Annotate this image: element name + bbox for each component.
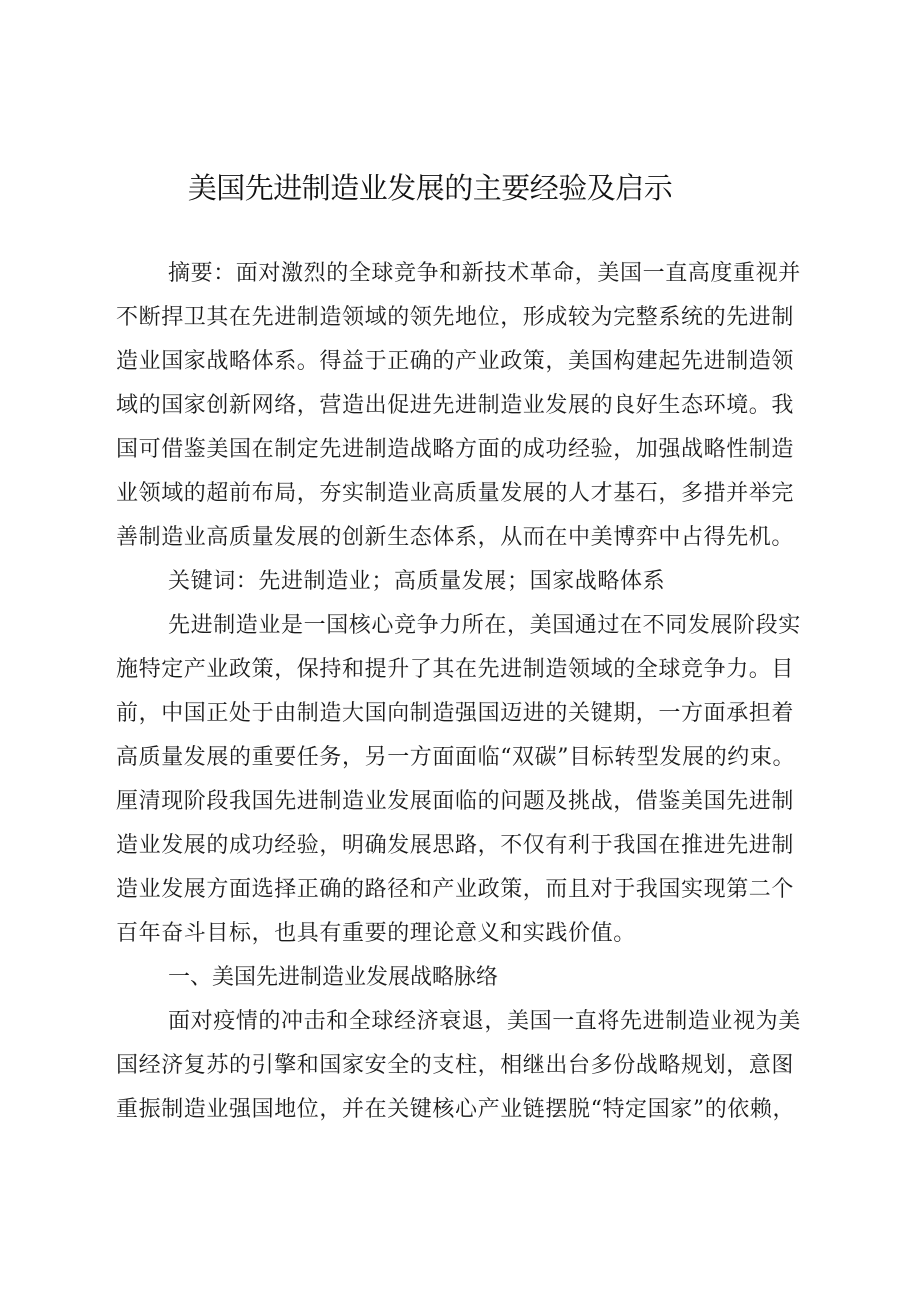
intro-line: 百年奋斗目标，也具有重要的理论意义和实践价值。: [116, 921, 636, 946]
abstract-line: 摘要：面对激烈的全球竞争和新技术革命，美国一直高度重视并: [168, 261, 801, 286]
section-line: 面对疫情的冲击和全球经济衰退，美国一直将先进制造业视为美: [168, 1009, 801, 1034]
section-paragraph: [116, 1000, 818, 1132]
document-title: 美国先进制造业发展的主要经验及启示: [187, 171, 673, 205]
abstract-line: 善制造业高质量发展的创新生态体系，从而在中美博弈中占得先机。: [116, 525, 795, 550]
section-line: 国经济复苏的引擎和国家安全的支柱，相继出台多份战略规划，意图: [116, 1053, 795, 1078]
section-heading: 一、美国先进制造业发展战略脉络: [168, 965, 499, 990]
intro-line: 高质量发展的重要任务，另一方面面临“双碳”目标转型发展的约束。: [116, 745, 796, 770]
intro-line: 先进制造业是一国核心竞争力所在，美国通过在不同发展阶段实: [168, 613, 801, 638]
intro-line: 造业发展的成功经验，明确发展思路，不仅有利于我国在推进先进制: [116, 833, 795, 858]
intro-line: 前，中国正处于由制造大国向制造强国迈进的关键期，一方面承担着: [116, 701, 795, 726]
abstract-line: 造业国家战略体系。得益于正确的产业政策，美国构建起先进制造领: [116, 349, 795, 374]
intro-paragraph: [116, 604, 818, 956]
abstract-paragraph: [116, 252, 818, 560]
abstract-line: 不断捍卫其在先进制造领域的领先地位，形成较为完整系统的先进制: [116, 305, 795, 330]
section-line: 重振制造业强国地位，并在关键核心产业链摆脱“特定国家”的依赖，: [116, 1097, 796, 1122]
keywords-line: 关键词：先进制造业；高质量发展；国家战略体系: [168, 569, 666, 594]
intro-line: 厘清现阶段我国先进制造业发展面临的问题及挑战，借鉴美国先进制: [116, 789, 795, 814]
abstract-line: 国可借鉴美国在制定先进制造战略方面的成功经验，加强战略性制造: [116, 437, 795, 462]
abstract-line: 业领域的超前布局，夯实制造业高质量发展的人才基石，多措并举完: [116, 481, 795, 506]
intro-line: 施特定产业政策，保持和提升了其在先进制造领域的全球竞争力。目: [116, 657, 795, 682]
intro-line: 造业发展方面选择正确的路径和产业政策，而且对于我国实现第二个: [116, 877, 795, 902]
abstract-line: 域的国家创新网络，营造出促进先进制造业发展的良好生态环境。我: [116, 393, 795, 418]
section-heading-block: [116, 956, 818, 1000]
keywords-paragraph: [116, 560, 818, 604]
